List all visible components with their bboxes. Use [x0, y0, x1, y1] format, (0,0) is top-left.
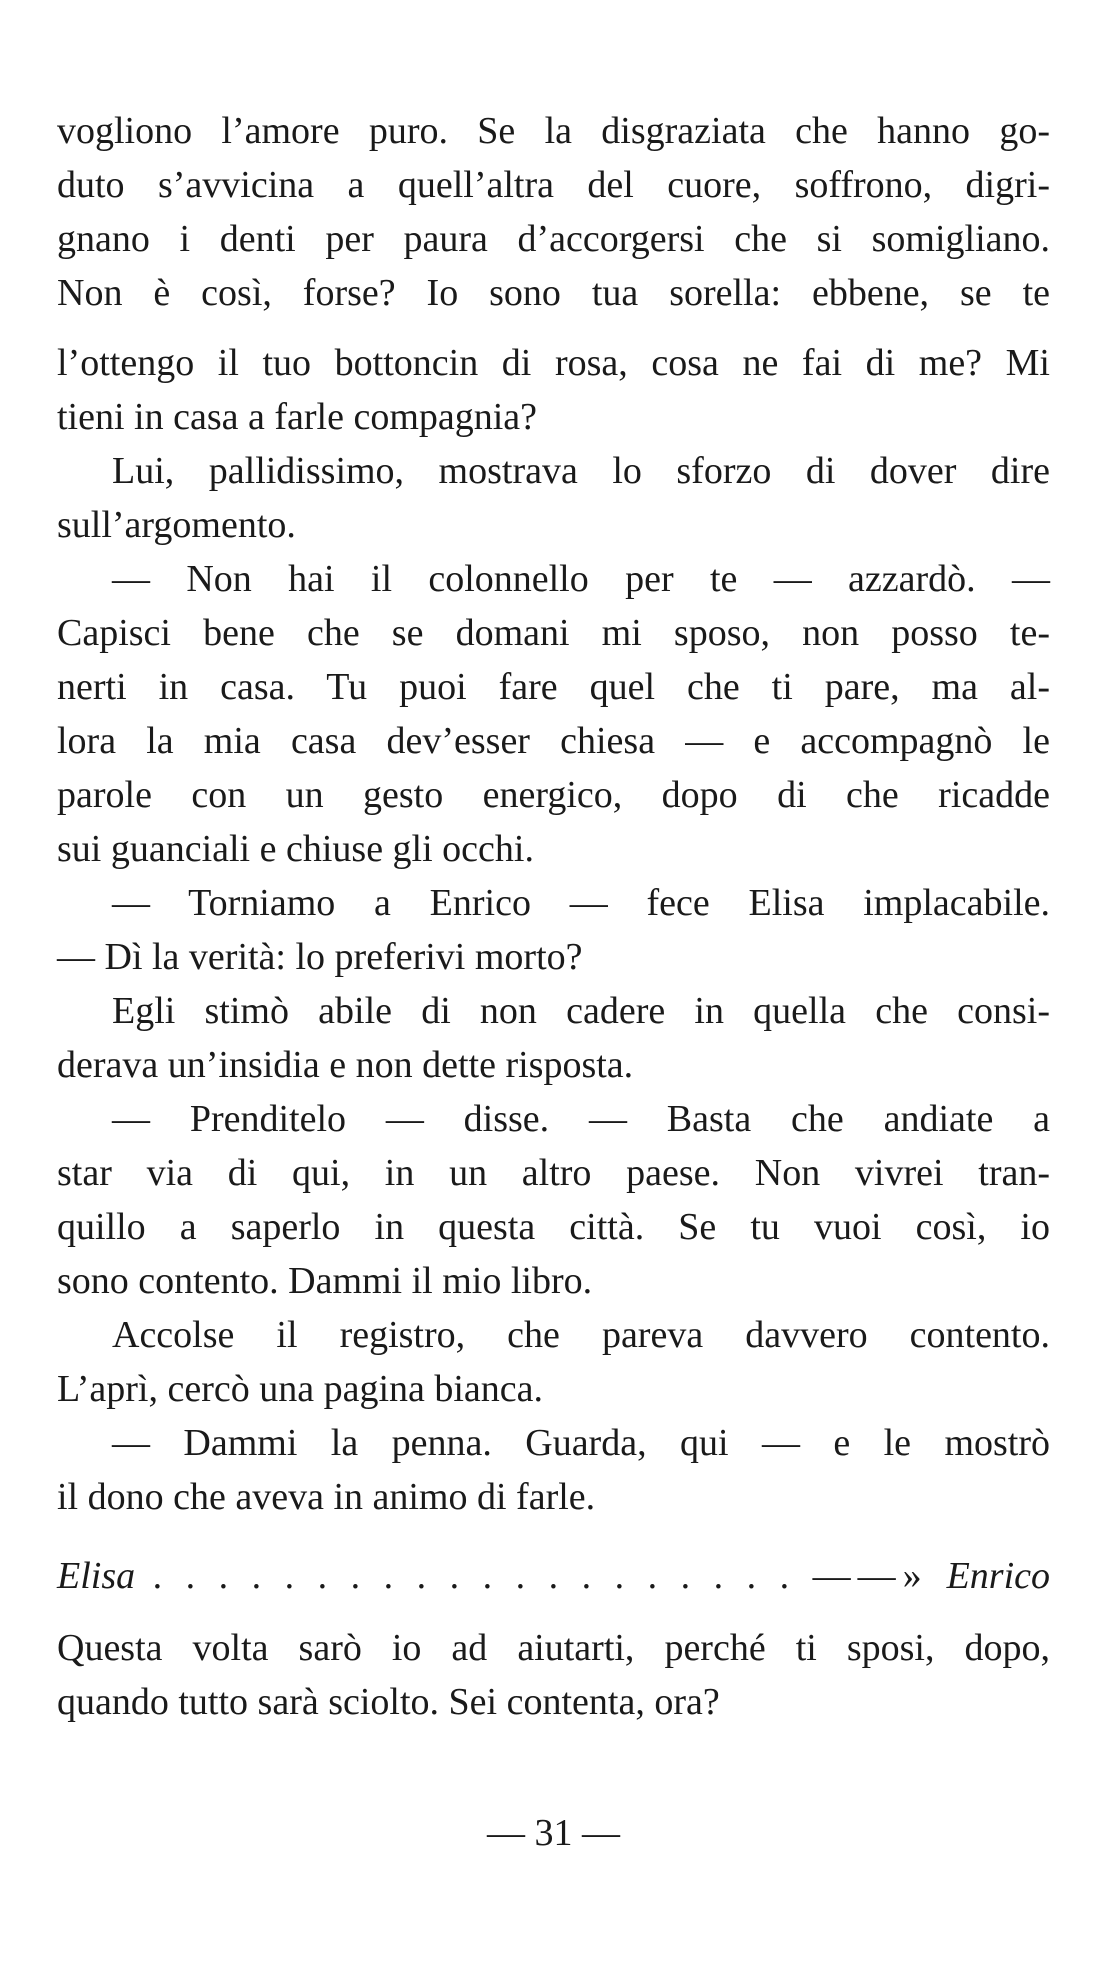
text-line: gnano i denti per paura d’accorgersi che si somigliano. — [57, 218, 1050, 260]
text-line: — Dammi la penna. Guarda, qui — e le mostrò — [112, 1422, 1050, 1464]
text-line: Questa volta sarò io ad aiutarti, perché ti sposi, dopo, — [57, 1627, 1050, 1669]
page-number: — 31 — — [487, 1812, 620, 1854]
text-line: Accolse il registro, che pareva davvero contento. — [112, 1314, 1050, 1356]
text-line: sull’argomento. — [57, 504, 296, 546]
signature-from: Elisa — [57, 1555, 136, 1597]
text-line: l’ottengo il tuo bottoncin di rosa, cosa ne fai di me? Mi — [57, 342, 1050, 384]
text-line: Lui, pallidissimo, mostrava lo sforzo di dover dire — [112, 450, 1050, 492]
text-line: sono contento. Dammi il mio libro. — [57, 1260, 593, 1302]
text-line: vogliono l’amore puro. Se la disgraziata che hanno go- — [57, 110, 1050, 152]
text-line: — Prenditelo — disse. — Basta che andiate a — [112, 1098, 1050, 1140]
text-line: Egli stimò abile di non cadere in quella che consi- — [112, 990, 1050, 1032]
text-line: — Dì la verità: lo preferivi morto? — [57, 936, 583, 978]
text-line: parole con un gesto energico, dopo di che ricadde — [57, 774, 1050, 816]
text-line: Non è così, forse? Io sono tua sorella: ebbene, se te — [57, 272, 1050, 314]
text-line: duto s’avvicina a quell’altra del cuore, soffrono, digri- — [57, 164, 1050, 206]
text-line: L’aprì, cercò una pagina bianca. — [57, 1368, 544, 1410]
signature-to: Enrico — [946, 1555, 1050, 1597]
text-line: tieni in casa a farle compagnia? — [57, 396, 538, 438]
text-line: quillo a saperlo in questa città. Se tu vuoi così, io — [57, 1206, 1050, 1248]
text-line: — Non hai il colonnello per te — azzardò. — — [112, 558, 1050, 600]
text-line: Capisci bene che se domani mi sposo, non posso te- — [57, 612, 1050, 654]
text-line: — Torniamo a Enrico — fece Elisa implacabile. — [112, 882, 1050, 924]
text-line: sui guanciali e chiuse gli occhi. — [57, 828, 534, 870]
dedication-line — [57, 1549, 1050, 1603]
text-line: il dono che aveva in animo di farle. — [57, 1476, 596, 1518]
text-line: quando tutto sarà sciolto. Sei contenta, ora? — [57, 1681, 720, 1723]
text-line: derava un’insidia e non dette risposta. — [57, 1044, 634, 1086]
text-line: lora la mia casa dev’esser chiesa — e accompagnò le — [57, 720, 1050, 762]
text-line: nerti in casa. Tu puoi fare quel che ti pare, ma al- — [57, 666, 1050, 708]
dotted-leader: . . . . . . . . . . . . . . . . . . . . ——» — [152, 1555, 929, 1597]
text-line: star via di qui, in un altro paese. Non vivrei tran- — [57, 1152, 1050, 1194]
